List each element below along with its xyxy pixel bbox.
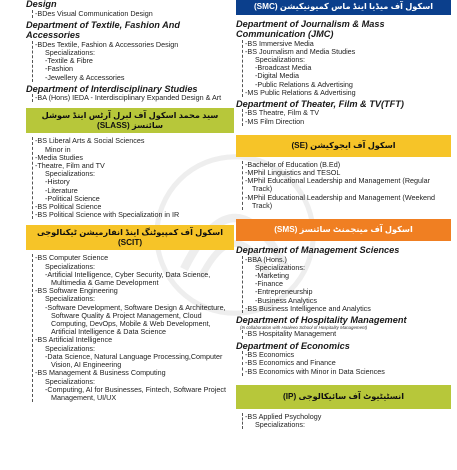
economics-dept-heading: Department of Economics <box>236 340 350 351</box>
list-item: -Broadcast Media <box>255 63 312 73</box>
list-item: -Business Analytics <box>255 295 317 305</box>
management-dept-heading: Department of Management Sciences <box>236 245 400 256</box>
slass-school-box: سید محمد اسکول آف لبرل آرٹس اینڈ سوشل سائنسز (SLASS) <box>26 108 234 133</box>
list-item: -BS Artificial Intelligence <box>35 335 113 345</box>
ip-school-box: انسٹیٹیوٹ آف سائیکالوجی (IP) <box>236 385 451 409</box>
list-item: -MS Public Relations & Advertising <box>245 87 356 97</box>
se-school-box: اسکول آف ایجوکیشن (SE) <box>236 135 451 157</box>
tft-list <box>242 109 451 125</box>
hospitality-list <box>242 330 451 338</box>
list-item: -BS Software Engineering <box>35 286 118 296</box>
list-item: -Computing, AI for Businesses, Fintech, Software Project Management, UI/UX <box>45 384 226 402</box>
list-item: -Bachelor of Education (B.Ed) <box>245 159 341 169</box>
list-item: -Data Science, Natural Language Processing,Computer Vision, AI Engineering <box>45 351 223 370</box>
list-item: Minor in <box>45 144 71 154</box>
design-list <box>32 10 234 18</box>
interdisciplinary-dept-heading: Department of Interdisciplinary Studies <box>26 83 198 94</box>
smc-school-box: اسکول آف میڈیا اینڈ ماس کمیونیکیشن (SMC) <box>236 0 451 15</box>
list-item: Specializations: <box>45 294 95 304</box>
list-item: -Public Relations & Advertising <box>255 79 353 89</box>
list-item: -BS Management & Business Computing <box>35 368 166 378</box>
list-item: -Marketing <box>255 270 289 280</box>
list-item: -Jewellery & Accessories <box>45 72 125 82</box>
list-item: -Digital Media <box>255 71 299 81</box>
list-item: -Fashion <box>45 64 73 74</box>
list-item: -MS Film Direction <box>245 116 305 126</box>
design-heading: Design <box>26 0 57 9</box>
list-item: -BBA (Hons.) <box>245 254 287 264</box>
management-list <box>242 256 451 313</box>
se-list <box>242 161 451 210</box>
list-item: -Artificial Intelligence, Cyber Security, Data Science, Multimedia & Game Development <box>45 269 211 288</box>
list-item: -Entrepreneurship <box>255 287 313 297</box>
ip-list <box>242 413 451 429</box>
list-item: -MPhil Educational Leadership and Management (Regular Track) <box>245 176 430 194</box>
list-item: -Political Science <box>45 193 100 203</box>
list-item: Specializations: <box>255 419 305 429</box>
list-item: -Software Development, Software Design & Architecture, Software Quality & Project Management, Cloud Computing, DevOps, Mobile & Web Development, Artificial Intelligence & Data Science <box>45 302 226 337</box>
list-item: -BS Political Science <box>35 202 102 212</box>
hospitality-note: (In collaboration with Haaleeo School of Hospitality Management) <box>240 325 368 331</box>
left-column <box>26 0 234 402</box>
list-item: Specializations: <box>255 262 305 272</box>
list-item: -MPhil Educational Leadership and Management (Weekend Track) <box>245 192 436 210</box>
textile-list <box>32 41 234 82</box>
hospitality-dept-heading: Department of Hospitality Management <box>236 314 407 325</box>
scit-list <box>32 254 234 402</box>
list-item: -Theatre, Film and TV <box>35 161 105 171</box>
list-item: Specializations: <box>45 47 95 57</box>
list-item: Specializations: <box>255 54 305 64</box>
list-item: -BDes Textile, Fashion & Accessories Design <box>35 39 179 49</box>
list-item: -Finance <box>255 279 283 289</box>
right-column <box>236 0 451 429</box>
list-item: -BDes Visual Communication Design <box>35 8 153 18</box>
list-item: -BS Applied Psychology <box>245 411 322 421</box>
slass-list <box>32 137 234 219</box>
list-item: -MPhil Linguistics and TESOL <box>245 168 341 178</box>
list-item: -BS Hospitality Management <box>245 329 337 339</box>
economics-list <box>242 351 451 376</box>
jmc-dept-heading: Department of Journalism & Mass Communication (JMC) <box>236 18 385 39</box>
list-item: Specializations: <box>45 343 95 353</box>
list-item: -BS Political Science with Specialization in IR <box>35 210 180 220</box>
scit-school-box: اسکول آف کمپیوٹنگ اینڈ انفارمیشن ٹیکنالوجی (SCIT) <box>26 225 234 250</box>
list-item: -BS Computer Science <box>35 253 109 263</box>
list-item: -BA (Hons) IEDA - Interdisciplinary Expanded Design & Art <box>35 93 222 103</box>
list-item: -Textile & Fibre <box>45 56 93 66</box>
sms-school-box: اسکول آف مینجمنٹ سائنسز (SMS) <box>236 219 451 241</box>
list-item: -BS Journalism and Media Studies <box>245 46 356 56</box>
textile-dept-heading: Department of Textile, Fashion And Accessories <box>26 19 180 41</box>
list-item: Specializations: <box>45 376 95 386</box>
list-item: -BS Liberal Arts & Social Sciences <box>35 136 145 146</box>
list-item: -BS Economics with Minor in Data Sciences <box>245 366 385 376</box>
list-item: -BS Immersive Media <box>245 38 314 48</box>
list-item: -Media Studies <box>35 152 83 162</box>
interdisciplinary-list <box>32 94 234 102</box>
list-item: -BS Business Intelligence and Analytics <box>245 303 371 313</box>
list-item: -BS Theatre, Film & TV <box>245 108 320 118</box>
list-item: -BS Economics and Finance <box>245 358 336 368</box>
list-item: -History <box>45 177 70 187</box>
tft-dept-heading: Department of Theater, Film & TV(TFT) <box>236 98 404 109</box>
list-item: -BS Economics <box>245 350 295 360</box>
list-item: Specializations: <box>45 261 95 271</box>
jmc-list <box>242 40 451 97</box>
list-item: -Literature <box>45 185 78 195</box>
list-item: Specializations: <box>45 169 95 179</box>
